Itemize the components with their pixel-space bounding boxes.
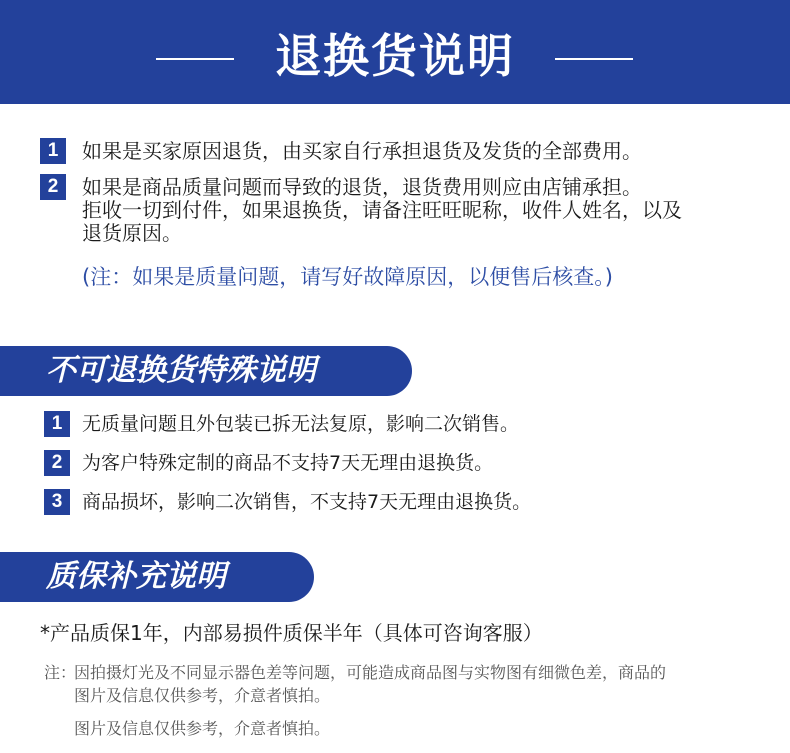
quality-issue-note: (注：如果是质量问题，请写好故障原因，以便售后核查。)	[82, 265, 613, 289]
policy-item-2-line-1: 如果是商品质量问题而导致的退货，退货费用则应由店铺承担。	[82, 175, 642, 199]
policy-number-badge-2: 2	[40, 174, 66, 200]
special-item-3: 商品损坏，影响二次销售，不支持7天无理由退换货。	[82, 491, 532, 513]
warranty-section-tab	[0, 552, 314, 602]
policy-item-2-line-2: 拒收一切到付件，如果退换货，请备注旺旺昵称，收件人姓名，以及	[82, 198, 682, 222]
header-banner	[0, 0, 790, 104]
policy-number-badge-1: 1	[40, 138, 66, 164]
policy-item-2-line-3: 退货原因。	[82, 221, 182, 245]
page-title: 退换货说明	[275, 29, 515, 83]
warranty-section-title: 质保补充说明	[46, 559, 226, 594]
special-number-badge-2: 2	[44, 450, 70, 476]
special-number-badge-3: 3	[44, 489, 70, 515]
special-section-title: 不可退换货特殊说明	[46, 353, 316, 388]
warranty-text: *产品质保1年，内部易损件质保半年（具体可咨询客服）	[40, 621, 543, 645]
special-item-1: 无质量问题且外包装已拆无法复原，影响二次销售。	[82, 413, 520, 435]
special-number-badge-1: 1	[44, 411, 70, 437]
footnote-repeat: 图片及信息仅供参考，介意者慎拍。	[74, 719, 331, 738]
footnote-line-2: 图片及信息仅供参考，介意者慎拍。	[74, 686, 331, 705]
header-right-rule	[555, 58, 633, 60]
policy-item-1: 如果是买家原因退货，由买家自行承担退货及发货的全部费用。	[82, 139, 642, 163]
footnote-label: 注：	[44, 663, 77, 682]
special-item-2: 为客户特殊定制的商品不支持7天无理由退换货。	[82, 452, 494, 474]
footnote-line-1: 因拍摄灯光及不同显示器色差等问题，可能造成商品图与实物图有细微色差，商品的	[74, 663, 667, 682]
special-section-tab	[0, 346, 412, 396]
